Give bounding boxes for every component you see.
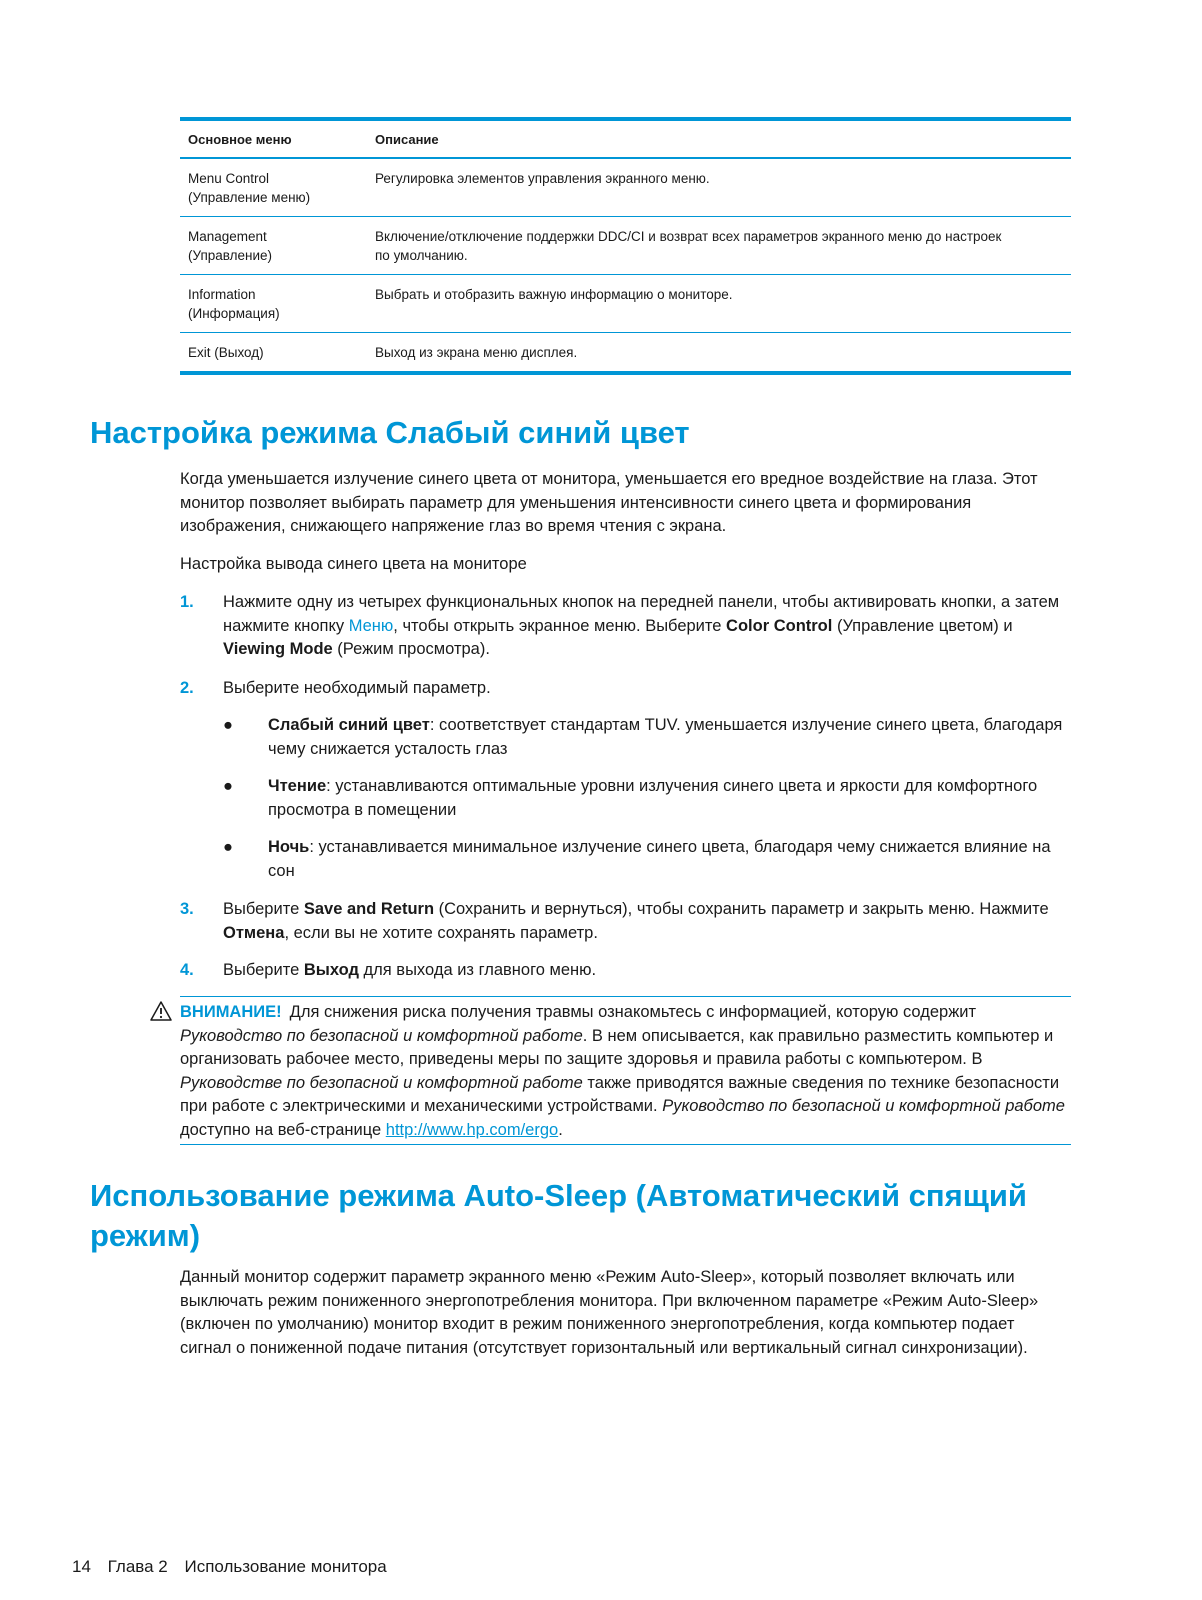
warning-box: ВНИМАНИЕ! Для снижения риска получения травмы ознакомьтесь с информацией, которую содержит Руководство по безопасной и комфортной работе. В нем описывается, как правильно разместить компьютер и организовать рабочее место, приведены меры по защите здоровья и правила работы с компьютером. В Руководстве по безопасной и комфортной работе также приводятся важные сведения по технике безопасности при работе с электрическими и механическими устройствами. Руководство по безопасной и комфортной работе доступно на веб-странице http://www.hp.com/ergo.	[180, 996, 1071, 1145]
table-cell-menu: Menu Control (Управление меню)	[188, 171, 311, 205]
option-name: Ночь	[268, 838, 310, 856]
bullet-icon: ●	[223, 777, 233, 795]
step-text: Нажмите одну из четырех функциональных кнопок на передней панели, чтобы активировать кнопки, а затем нажмите кнопку Меню, чтобы открыть экранное меню. Выберите Color Control (Управление цветом) и Viewing Mode (Режим просмотра).	[223, 593, 1060, 658]
table-cell-description: Выбрать и отобразить важную информацию о мониторе.	[375, 287, 733, 302]
bullet-icon: ●	[223, 838, 233, 856]
menu-button-link[interactable]: Меню	[348, 616, 394, 635]
step-text: Выберите необходимый параметр.	[223, 679, 491, 697]
section-intro: Когда уменьшается излучение синего цвета от монитора, уменьшается его вредное воздействие на глаза. Этот монитор позволяет выбирать параметр для уменьшения интенсивности синего цвета и формирования изображения, снижающего напряжение глаз во время чтения с экрана.	[180, 470, 1038, 535]
table-header-description: Описание	[375, 131, 439, 147]
table-cell-description: Выход из экрана меню дисплея.	[375, 345, 578, 360]
step-number: 4.	[180, 961, 194, 979]
table-row	[180, 159, 1071, 217]
step-number: 3.	[180, 900, 194, 918]
page-footer	[72, 1557, 399, 1577]
table-cell-menu: Management (Управление)	[188, 229, 273, 263]
step-text: Выберите Save and Return (Сохранить и вернуться), чтобы сохранить параметр и закрыть меню. Нажмите Отмена, если вы не хотите сохранять параметр.	[223, 900, 1049, 942]
step-number: 1.	[180, 593, 194, 611]
section-body: Данный монитор содержит параметр экранного меню «Режим Auto-Sleep», который позволяет включать или выключать режим пониженного энергопотребления монитора. При включенном параметре «Режим Auto-Sleep» (включен по умолчанию) монитор входит в режим пониженного энергопотребления, когда компьютер подает сигнал о пониженной подаче питания (отсутствует горизонтальный или вертикальный сигнал синхронизации).	[180, 1268, 1039, 1357]
step-number: 2.	[180, 679, 194, 697]
step-1	[180, 591, 1060, 662]
warning-label: ВНИМАНИЕ!	[180, 1003, 282, 1021]
bullet-icon: ●	[223, 716, 233, 734]
table-header	[180, 121, 1071, 159]
section-subheading: Настройка вывода синего цвета на мониторе	[180, 555, 527, 573]
table-row	[180, 217, 1071, 275]
table-cell-menu: Exit (Выход)	[188, 345, 264, 360]
option-name: Чтение	[268, 777, 327, 795]
table-cell-description: Включение/отключение поддержки DDC/CI и возврат всех параметров экранного меню до настроек по умолчанию.	[375, 229, 1002, 263]
chapter-title: Использование монитора	[184, 1557, 387, 1576]
list-item: ● Слабый синий цвет: соответствует стандартам TUV. уменьшается излучение синего цвета, благодаря чему снижается усталость глаз	[223, 716, 1063, 758]
page-number: 14	[72, 1557, 91, 1576]
section-title-auto-sleep: Использование режима Auto-Sleep (Автоматический спящий режим)	[90, 1178, 1027, 1253]
step-4	[180, 959, 1060, 983]
step-2	[180, 677, 1060, 701]
list-item: ● Ночь: устанавливается минимальное излучение синего цвета, благодаря чему снижается влияние на сон	[223, 838, 1051, 880]
table-cell-description: Регулировка элементов управления экранного меню.	[375, 171, 710, 186]
chapter-label: Глава 2	[107, 1557, 168, 1576]
table-header-menu: Основное меню	[188, 131, 292, 147]
table-cell-menu: Information (Информация)	[188, 287, 280, 321]
step-text: Выберите Выход для выхода из главного меню.	[223, 961, 597, 979]
menu-table	[180, 117, 1071, 375]
option-name: Слабый синий цвет	[268, 716, 430, 734]
ergo-url-link[interactable]: http://www.hp.com/ergo	[385, 1120, 559, 1139]
table-row	[180, 333, 1071, 375]
section-title-low-blue-light: Настройка режима Слабый синий цвет	[90, 415, 690, 450]
warning-icon	[150, 1001, 172, 1021]
step-3	[180, 898, 1060, 945]
table-row	[180, 275, 1071, 333]
list-item: ● Чтение: устанавливаются оптимальные уровни излучения синего цвета и яркости для комфортного просмотра в помещении	[223, 777, 1038, 819]
